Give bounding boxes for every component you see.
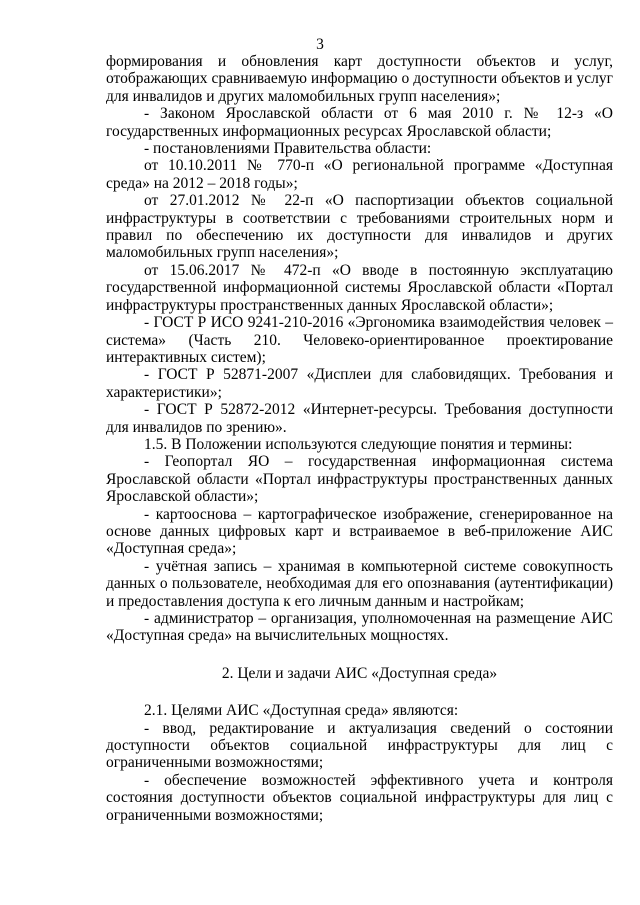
- paragraph-goal-input: - ввод, редактирование и актуализация сведений о состоянии доступности объектов социальной инфраструктуры для лиц с ограниченными возможностями;: [106, 719, 613, 772]
- paragraph-term-basemap: - картооснова – картографическое изображение, сгенерированное на основе данных цифровых карт и встраиваемое в веб-приложение АИС «Доступная среда»;: [106, 505, 613, 558]
- paragraph-gost-52872: - ГОСТ Р 52872-2012 «Интернет-ресурсы. Требования доступности для инвалидов по зрению».: [106, 401, 613, 436]
- section-title: 2. Цели и задачи АИС «Доступная среда»: [221, 664, 498, 682]
- paragraph-gost-52871: - ГОСТ Р 52871-2007 «Дисплеи для слабовидящих. Требования и характеристики»;: [106, 366, 613, 401]
- paragraph-term-geoportal: - Геопортал ЯО – государственная информационная система Ярославской области «Портал инфраструктуры пространственных данных Ярославской области»;: [106, 453, 613, 506]
- paragraph-terms-intro: 1.5. В Положении используются следующие понятия и термины:: [144, 435, 573, 453]
- paragraph-decree-22: от 27.01.2012 № 22-п «О паспортизации объектов социальной инфраструктуры в соответствии с требованиями строительных норм и правил по обеспечению их доступности для инвалидов и других маломобильных групп населения»;: [106, 192, 613, 262]
- paragraph-term-administrator: - администратор – организация, уполномоченная на размещение АИС «Доступная среда» на вычислительных мощностях.: [106, 610, 613, 645]
- document-body: [106, 53, 613, 824]
- paragraph-decree-770: от 10.10.2011 № 770-п «О региональной программе «Доступная среда» на 2012 – 2018 годы»;: [106, 157, 613, 192]
- paragraph-law-yaroslavl: - Законом Ярославской области от 6 мая 2010 г. № 12-з «О государственных информационных ресурсах Ярославской области;: [106, 105, 613, 140]
- paragraph-goals-intro: 2.1. Целями АИС «Доступная среда» являются:: [144, 702, 459, 720]
- page-number: 3: [316, 36, 324, 53]
- paragraph-term-account: - учётная запись – хранимая в компьютерной системе совокупность данных о пользователе, необходимая для его опознавания (аутентификации) и предоставления доступа к его личным данным и настройкам;: [106, 557, 613, 610]
- paragraph-continuation: формирования и обновления карт доступности объектов и услуг, отображающих сравниваемую информацию о доступности объектов и услуг для инвалидов и других маломобильных групп населения»;: [106, 53, 613, 105]
- paragraph-goal-accounting: - обеспечение возможностей эффективного учета и контроля состояния доступности объектов социальной инфраструктуры для лиц с ограниченными возможностями;: [106, 771, 613, 824]
- paragraph-gost-9241: - ГОСТ Р ИСО 9241-210-2016 «Эргономика взаимодействия человек – система» (Часть 210. Человеко-ориентированное проектирование интерактивных систем);: [106, 314, 613, 366]
- paragraph-decree-472: от 15.06.2017 № 472-п «О вводе в постоянную эксплуатацию государственной информационной системы Ярославской области «Портал инфраструктуры пространственных данных Ярославской области»;: [106, 261, 613, 314]
- paragraph-government-decrees: - постановлениями Правительства области:: [144, 140, 432, 158]
